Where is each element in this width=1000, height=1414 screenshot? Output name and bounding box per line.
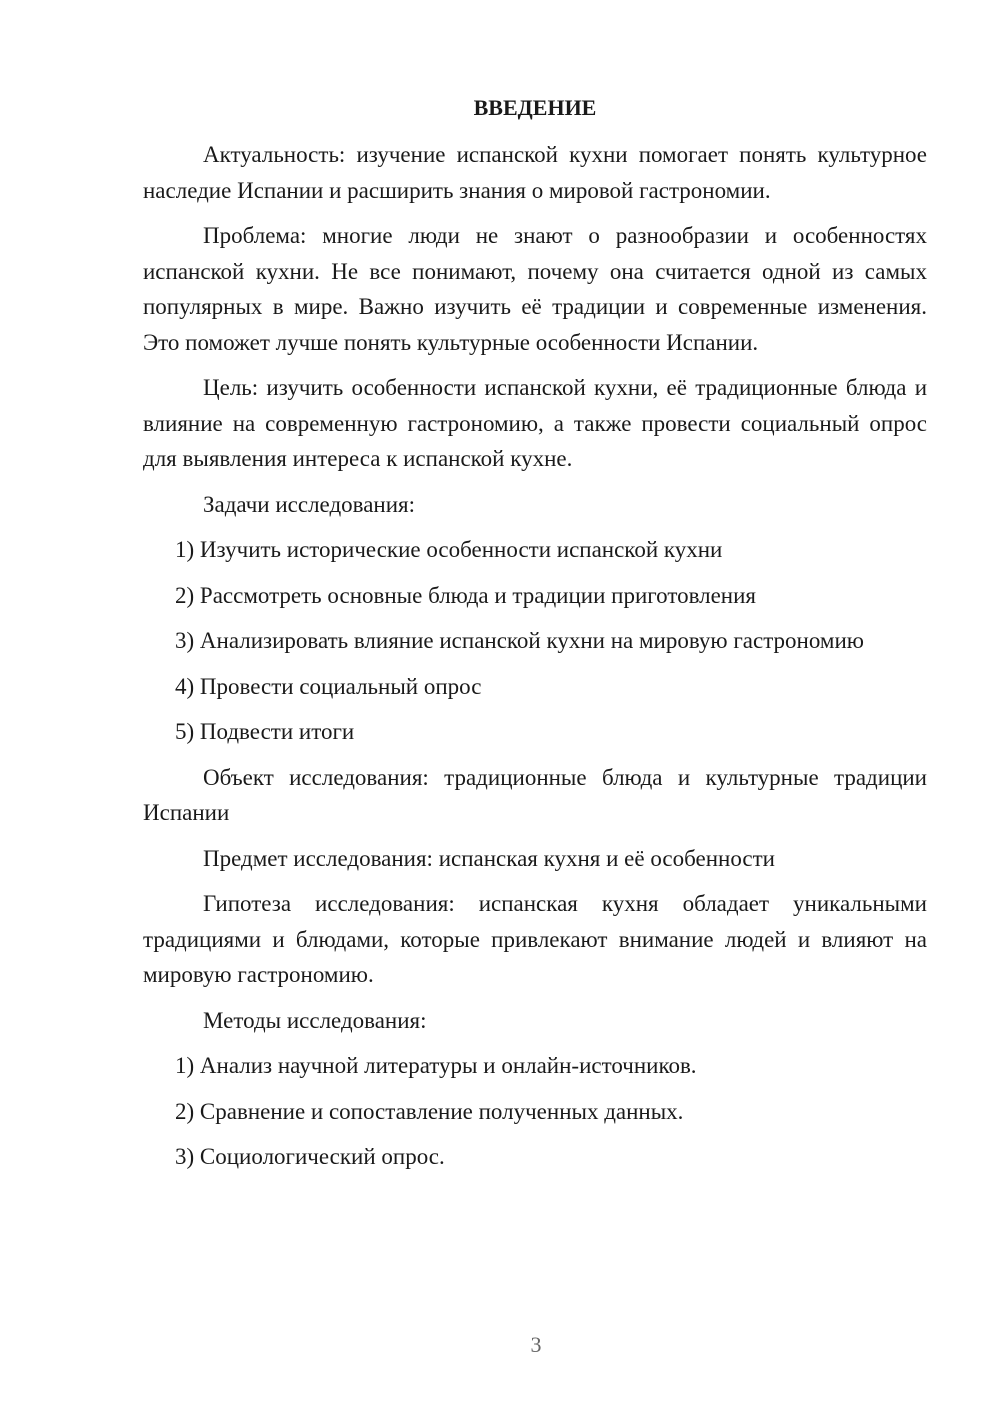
- list-item: 1) Изучить исторические особенности испанской кухни: [175, 537, 723, 562]
- list-item: 3) Анализировать влияние испанской кухни на мировую гастрономию: [175, 628, 864, 653]
- list-item: 2) Сравнение и сопоставление полученных данных.: [175, 1098, 684, 1124]
- subject-paragraph: Предмет исследования: испанская кухня и её особенности: [203, 845, 775, 871]
- tasks-list: [143, 532, 927, 750]
- methods-list: [143, 1048, 927, 1175]
- page-content: [143, 90, 927, 1185]
- object-paragraph: Объект исследования: традиционные блюда и культурные традиции Испании: [143, 764, 927, 825]
- list-item: 2) Рассмотреть основные блюда и традиции приготовления: [175, 582, 757, 608]
- list-item: 4) Провести социальный опрос: [175, 673, 482, 699]
- methods-title: Методы исследования:: [203, 1007, 427, 1033]
- page-number: 3: [530, 1332, 542, 1357]
- tasks-title: Задачи исследования:: [203, 491, 416, 517]
- list-item: 5) Подвести итоги: [175, 719, 355, 744]
- list-item: 3) Социологический опрос.: [175, 1144, 445, 1169]
- list-item: 1) Анализ научной литературы и онлайн-источников.: [175, 1053, 697, 1078]
- hypothesis-paragraph: Гипотеза исследования: испанская кухня обладает уникальными традициями и блюдами, которые привлекают внимание людей и влияют на мировую гастрономию.: [143, 891, 927, 987]
- relevance-paragraph: Актуальность: изучение испанской кухни помогает понять культурное наследие Испании и расширить знания о мировой гастрономии.: [143, 142, 927, 203]
- page-heading: ВВЕДЕНИЕ: [473, 95, 597, 120]
- problem-paragraph: Проблема: многие люди не знают о разнообразии и особенностях испанской кухни. Не все понимают, почему она считается одной из самых популярных в мире. Важно изучить её традиции и современные изменения. Это поможет лучше понять культурные особенности Испании.: [143, 223, 927, 355]
- goal-paragraph: Цель: изучить особенности испанской кухни, её традиционные блюда и влияние на современную гастрономию, а также провести социальный опрос для выявления интереса к испанской кухне.: [143, 375, 927, 471]
